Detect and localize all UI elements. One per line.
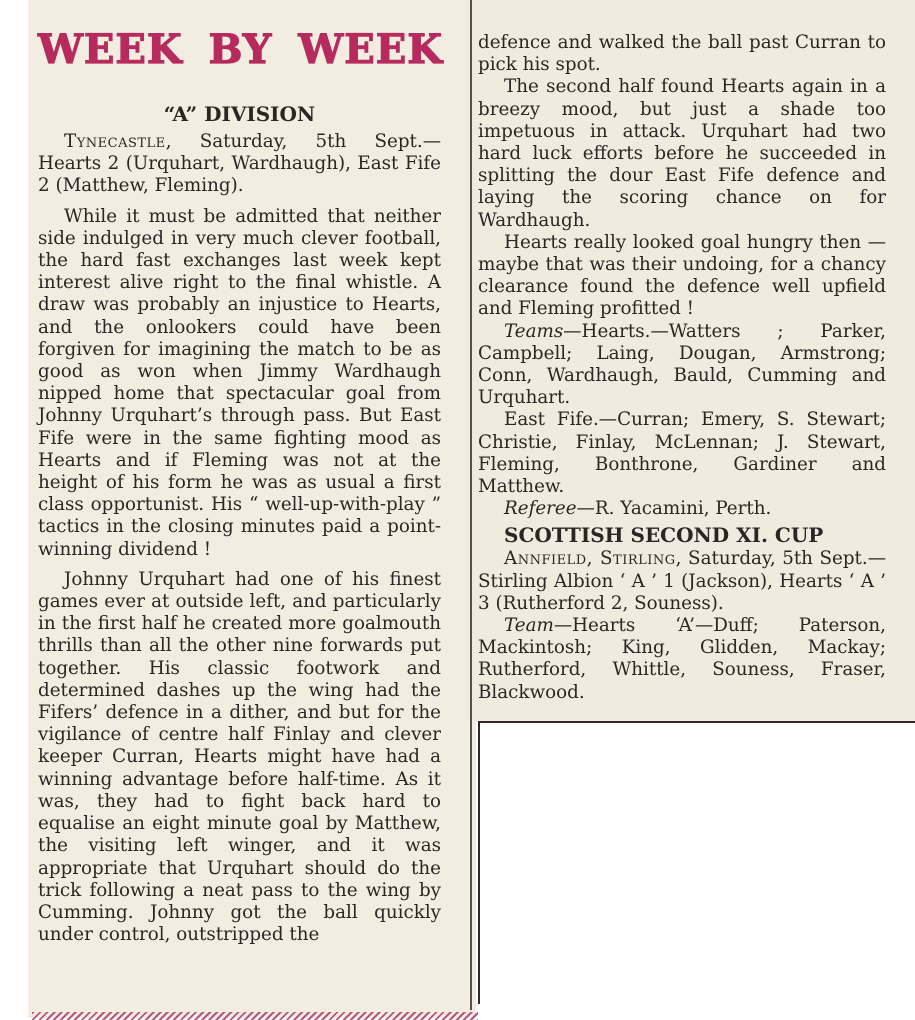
team-lineup-hearts	[478, 321, 886, 410]
cup-heading: SCOTTISH SECOND XI. CUP	[504, 523, 824, 548]
article-paragraph-1: While it must be admitted that neither side indulged in very much clever football, the hard fast exchanges last week kept interest alive right to the final whistle. A draw was probably an injustice to Hearts, and the onlookers could have been forgiven for imagining the match to be as good as won when Jimmy Wardhaugh nipped home that spectacular goal from Johnny Urquhart’s through pass. But East Fife were in the same fighting mood as Hearts and if Fleming was not at the height of his form he was as usual a first class opportunist. His “ well-up-with-play ” tactics in the closing minutes paid a point-winning dividend !	[38, 205, 441, 560]
masthead-word-2: BY	[208, 26, 273, 73]
decorative-border	[32, 1012, 478, 1020]
match-report-header	[38, 131, 441, 198]
match-result: Hearts 2 (Urquhart, Wardhaugh), East Fife 2 (Matthew, Fleming).	[38, 153, 441, 197]
cup-report-header	[478, 548, 886, 615]
column-divider	[470, 0, 472, 1010]
article-column-left	[38, 131, 441, 946]
article-column-right	[478, 32, 886, 704]
referee-name: —R. Yacamini, Perth.	[576, 498, 772, 520]
cup-venue: Annfield, Stirling	[504, 548, 676, 570]
teams-label: Teams	[504, 320, 564, 342]
cup-dateline: , Saturday, 5th Sept.—Stirling Albion ‘ A ’ 1 (Jackson), Hearts ‘ A ’ 3 (Rutherford 2, Souness).	[478, 548, 886, 614]
referee-label: Referee	[504, 498, 577, 520]
article-paragraph-4: Hearts really looked goal hungry then —maybe that was their undoing, for a chancy clearance found the defence well upfield and Fleming profitted !	[478, 231, 886, 320]
referee-line	[478, 498, 886, 520]
match-dateline: , Saturday, 5th Sept.—	[165, 131, 441, 152]
masthead-word-3: WEEK	[298, 26, 444, 73]
cup-team: —Hearts ‘A’—Duff; Paterson, Mackintosh; King, Glidden, Mackay; Rutherford, Whittle, Souness, Fraser, Blackwood.	[478, 615, 886, 703]
cup-team-label: Team	[504, 615, 554, 637]
article-paragraph-3: The second half found Hearts again in a breezy mood, but just a shade too impetuous in attack. Urquhart had two hard luck efforts before he succeeded in splitting the dour East Fife defence and laying the scoring chance on for Wardhaugh.	[478, 76, 886, 231]
masthead-word-1: WEEK	[38, 26, 183, 73]
clipping-edge-vertical	[478, 721, 480, 1004]
clipping-edge-horizontal	[478, 721, 915, 723]
division-heading: “A” DIVISION	[163, 102, 316, 126]
venue-name: Tynecastle	[64, 131, 166, 152]
hearts-lineup: —Hearts.—Watters ; Parker, Campbell; Laing, Dougan, Armstrong; Conn, Wardhaugh, Bauld, Cumming and Urquhart.	[478, 320, 886, 409]
team-lineup-east-fife: East Fife.—Curran; Emery, S. Stewart; Christie, Finlay, McLennan; J. Stewart, Fleming, Bonthrone, Gardiner and Matthew.	[478, 409, 886, 498]
masthead-title	[38, 28, 448, 72]
article-paragraph-2: Johnny Urquhart had one of his finest games ever at outside left, and particularly in the first half he created more goalmouth thrills than all the other nine forwards put together. His classic footwork and determined dashes up the wing had the Fifers’ defence in a dither, and but for the vigilance of centre half Finlay and clever keeper Curran, Hearts might have had a winning advantage before half-time. As it was, they had to fight back hard to equalise an eight minute goal by Matthew, the visiting left winger, and it was appropriate that Urquhart should do the trick following a neat pass to the wing by Cumming. Johnny got the ball quickly under control, outstripped the	[38, 568, 441, 946]
article-paragraph-2-continued: defence and walked the ball past Curran to pick his spot.	[478, 32, 886, 76]
cup-team-line	[478, 615, 886, 704]
